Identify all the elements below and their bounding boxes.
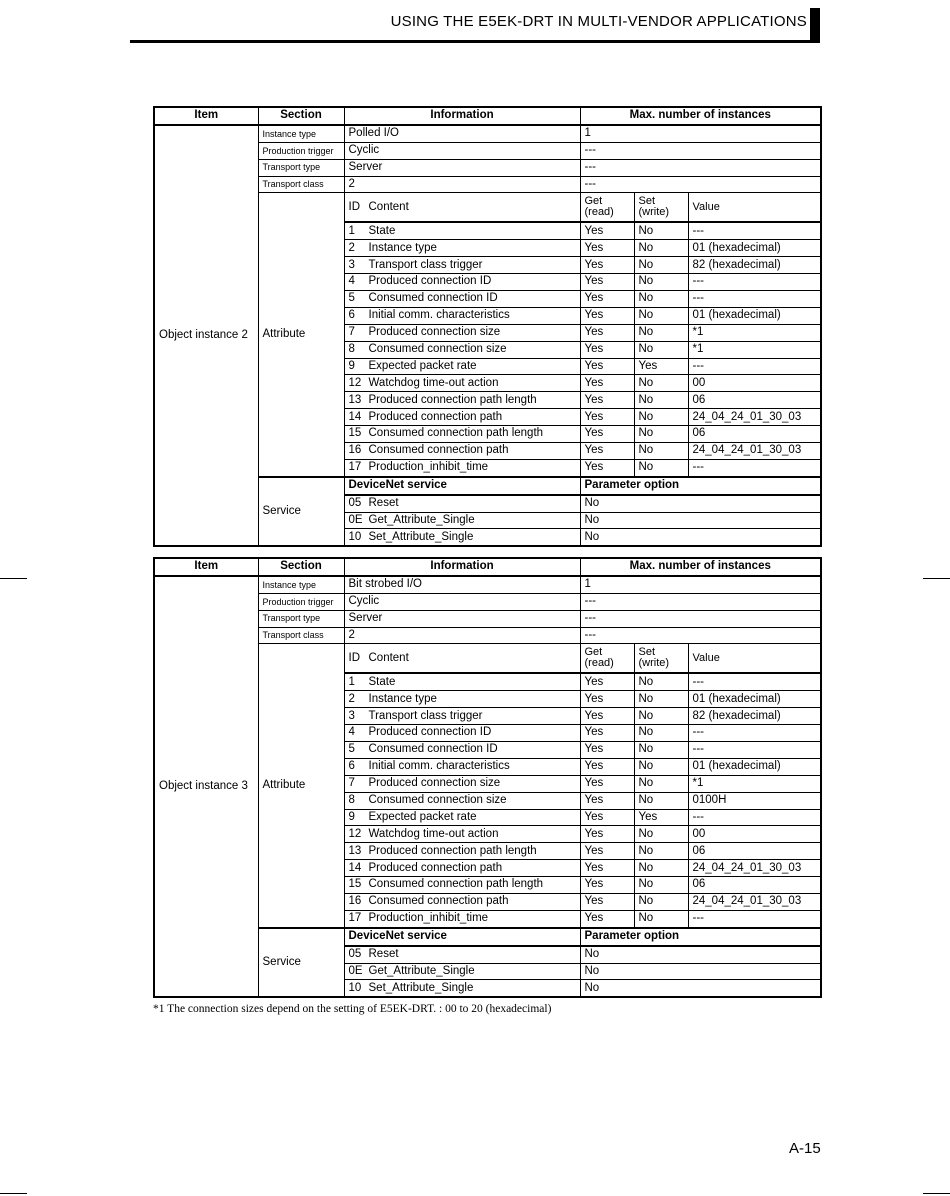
attribute-id: 7	[348, 777, 355, 790]
section-name: Transport class	[258, 176, 344, 193]
attribute-value: 82 (hexadecimal)	[688, 708, 821, 725]
column-header-item: Item	[154, 558, 258, 576]
service-code-name	[344, 495, 580, 512]
attribute-set: No	[634, 758, 688, 775]
service-code-name	[344, 946, 580, 963]
attribute-content: Initial comm. characteristics	[368, 309, 510, 322]
attribute-get: Yes	[580, 725, 634, 742]
page-number: A-15	[789, 1140, 821, 1157]
max-instances-value: 1	[580, 576, 821, 593]
service-parameter-option: No	[580, 512, 821, 529]
attribute-get: Yes	[580, 459, 634, 476]
attribute-id-content	[344, 409, 580, 426]
devicenet-service-header: DeviceNet service	[344, 928, 580, 946]
attribute-content: Produced connection path	[368, 861, 503, 874]
attribute-id: 17	[348, 461, 362, 474]
attribute-id-content	[344, 443, 580, 460]
attribute-id-content-header	[344, 644, 580, 674]
attribute-value: 06	[688, 877, 821, 894]
service-code-name	[344, 980, 580, 997]
attribute-set: No	[634, 324, 688, 341]
max-instances-value: 1	[580, 125, 821, 142]
attribute-id-content	[344, 742, 580, 759]
attribute-id-content	[344, 358, 580, 375]
service-section-label: Service	[258, 928, 344, 998]
info-row	[154, 576, 821, 593]
attribute-id-content	[344, 324, 580, 341]
attribute-id-content	[344, 725, 580, 742]
attribute-id-content	[344, 426, 580, 443]
information-value: Cyclic	[344, 142, 580, 159]
set-sublabel: (write)	[638, 657, 670, 670]
attribute-id: 12	[348, 376, 362, 389]
max-instances-value: ---	[580, 610, 821, 627]
attribute-id-content	[344, 843, 580, 860]
attribute-set: No	[634, 341, 688, 358]
attribute-id: 7	[348, 326, 355, 339]
attribute-value: ---	[688, 742, 821, 759]
attribute-value: 01 (hexadecimal)	[688, 307, 821, 324]
attribute-content: Watchdog time-out action	[368, 376, 499, 389]
attribute-id-content	[344, 877, 580, 894]
crop-mark	[0, 1193, 27, 1194]
attribute-get: Yes	[580, 843, 634, 860]
information-value: Server	[344, 159, 580, 176]
max-instances-value: ---	[580, 627, 821, 644]
service-code: 0E	[348, 513, 363, 526]
attribute-content: Expected packet rate	[368, 359, 477, 372]
attribute-get: Yes	[580, 792, 634, 809]
attribute-id-content-header	[344, 193, 580, 223]
attribute-id: 16	[348, 895, 362, 908]
attribute-id-header: ID	[348, 200, 360, 213]
column-header-section: Section	[258, 558, 344, 576]
attribute-content-header: Content	[368, 200, 409, 213]
attribute-set: No	[634, 708, 688, 725]
attribute-get: Yes	[580, 426, 634, 443]
max-instances-value: ---	[580, 593, 821, 610]
service-code-name	[344, 963, 580, 980]
attribute-id: 2	[348, 692, 355, 705]
attribute-id-content	[344, 341, 580, 358]
section-name: Transport type	[258, 610, 344, 627]
service-parameter-option: No	[580, 529, 821, 546]
attribute-id: 8	[348, 343, 355, 356]
attribute-value: 06	[688, 426, 821, 443]
attribute-content: Initial comm. characteristics	[368, 760, 510, 773]
attribute-set: No	[634, 673, 688, 690]
service-parameter-option: No	[580, 495, 821, 512]
attribute-get: Yes	[580, 375, 634, 392]
attribute-get: Yes	[580, 392, 634, 409]
attribute-set: No	[634, 792, 688, 809]
information-value: Bit strobed I/O	[344, 576, 580, 593]
attribute-id: 8	[348, 794, 355, 807]
attribute-value-header: Value	[688, 193, 821, 223]
attribute-get: Yes	[580, 894, 634, 911]
attribute-get: Yes	[580, 443, 634, 460]
attribute-value: 06	[688, 392, 821, 409]
service-code: 10	[348, 981, 362, 994]
attribute-id: 14	[348, 410, 362, 423]
attribute-set: No	[634, 307, 688, 324]
attribute-content: Transport class trigger	[368, 709, 483, 722]
attribute-get: Yes	[580, 910, 634, 927]
attribute-content-header: Content	[368, 651, 409, 664]
attribute-get: Yes	[580, 222, 634, 239]
get-sublabel: (read)	[584, 206, 614, 219]
attribute-value: 06	[688, 843, 821, 860]
table-header-row	[154, 558, 821, 576]
attribute-id: 1	[348, 675, 355, 688]
attribute-set: No	[634, 257, 688, 274]
information-value: Cyclic	[344, 593, 580, 610]
attribute-value: ---	[688, 809, 821, 826]
attribute-set: No	[634, 392, 688, 409]
attribute-content: Consumed connection path	[368, 895, 509, 908]
attribute-set: No	[634, 775, 688, 792]
header-tab-marker	[810, 8, 820, 42]
information-value: Polled I/O	[344, 125, 580, 142]
max-instances-value: ---	[580, 176, 821, 193]
attribute-set: No	[634, 725, 688, 742]
attribute-content: State	[368, 675, 396, 688]
attribute-content: Consumed connection path	[368, 444, 509, 457]
attribute-content: Produced connection ID	[368, 726, 492, 739]
attribute-content: Consumed connection ID	[368, 292, 498, 305]
service-section-label: Service	[258, 477, 344, 547]
attribute-value: 82 (hexadecimal)	[688, 257, 821, 274]
attribute-value-header: Value	[688, 644, 821, 674]
attribute-get: Yes	[580, 708, 634, 725]
attribute-value: ---	[688, 274, 821, 291]
attribute-id-content	[344, 860, 580, 877]
column-header-item: Item	[154, 107, 258, 125]
attribute-value: 01 (hexadecimal)	[688, 758, 821, 775]
attribute-value: ---	[688, 725, 821, 742]
section-name: Production trigger	[258, 142, 344, 159]
service-code-name	[344, 529, 580, 546]
set-label: Set	[638, 646, 656, 659]
attribute-value: 00	[688, 826, 821, 843]
attribute-id-content	[344, 792, 580, 809]
attribute-content: Consumed connection size	[368, 794, 507, 807]
attribute-set: No	[634, 691, 688, 708]
attribute-set: No	[634, 459, 688, 476]
attribute-content: Instance type	[368, 241, 437, 254]
attribute-content: Instance type	[368, 692, 437, 705]
column-header-max-instances: Max. number of instances	[580, 107, 821, 125]
max-instances-value: ---	[580, 159, 821, 176]
information-value: 2	[344, 176, 580, 193]
column-header-section: Section	[258, 107, 344, 125]
attribute-id: 14	[348, 861, 362, 874]
attribute-value: 24_04_24_01_30_03	[688, 860, 821, 877]
attribute-get: Yes	[580, 307, 634, 324]
attribute-get: Yes	[580, 240, 634, 257]
attribute-set: No	[634, 426, 688, 443]
attribute-set: No	[634, 274, 688, 291]
attribute-content: Produced connection size	[368, 777, 501, 790]
attribute-set: No	[634, 409, 688, 426]
attribute-get: Yes	[580, 775, 634, 792]
attribute-set: No	[634, 843, 688, 860]
attribute-id: 6	[348, 760, 355, 773]
attribute-content: Produced connection path length	[368, 844, 537, 857]
attribute-content: Consumed connection ID	[368, 743, 498, 756]
attribute-id-content	[344, 240, 580, 257]
attribute-value: *1	[688, 775, 821, 792]
service-code-name	[344, 512, 580, 529]
attribute-id-content	[344, 826, 580, 843]
attribute-id: 16	[348, 444, 362, 457]
attribute-set-header	[634, 193, 688, 223]
section-name: Transport class	[258, 627, 344, 644]
attribute-value: 24_04_24_01_30_03	[688, 409, 821, 426]
attribute-id: 12	[348, 827, 362, 840]
attribute-set: No	[634, 240, 688, 257]
attribute-set: Yes	[634, 358, 688, 375]
attribute-id: 13	[348, 393, 362, 406]
service-name: Reset	[368, 497, 399, 510]
attribute-id: 15	[348, 427, 362, 440]
attribute-set: No	[634, 877, 688, 894]
service-name: Get_Attribute_Single	[368, 513, 475, 526]
crop-mark	[923, 1193, 950, 1194]
object-instance-label: Object instance 2	[154, 125, 258, 546]
attribute-content: Production_inhibit_time	[368, 461, 489, 474]
attribute-get: Yes	[580, 877, 634, 894]
attribute-content: Watchdog time-out action	[368, 827, 499, 840]
attribute-section-label: Attribute	[258, 193, 344, 477]
attribute-id: 5	[348, 292, 355, 305]
attribute-set: No	[634, 826, 688, 843]
attribute-id-content	[344, 775, 580, 792]
attribute-set: Yes	[634, 809, 688, 826]
get-label: Get	[584, 646, 603, 659]
attribute-get: Yes	[580, 291, 634, 308]
attribute-value: ---	[688, 910, 821, 927]
section-name: Production trigger	[258, 593, 344, 610]
attribute-get: Yes	[580, 758, 634, 775]
attribute-get: Yes	[580, 742, 634, 759]
attribute-value: ---	[688, 673, 821, 690]
attribute-id-content	[344, 894, 580, 911]
get-sublabel: (read)	[584, 657, 614, 670]
attribute-id: 1	[348, 224, 355, 237]
object-instance-label: Object instance 3	[154, 576, 258, 997]
attribute-get: Yes	[580, 691, 634, 708]
attribute-value: 01 (hexadecimal)	[688, 691, 821, 708]
attribute-id: 9	[348, 359, 355, 372]
attribute-set: No	[634, 742, 688, 759]
attribute-value: ---	[688, 222, 821, 239]
section-name: Instance type	[258, 576, 344, 593]
attribute-get: Yes	[580, 341, 634, 358]
section-name: Transport type	[258, 159, 344, 176]
attribute-id-header: ID	[348, 651, 360, 664]
attribute-id-content	[344, 673, 580, 690]
parameter-option-header: Parameter option	[580, 477, 821, 495]
column-header-information: Information	[344, 558, 580, 576]
attribute-value: 00	[688, 375, 821, 392]
attribute-value: ---	[688, 358, 821, 375]
get-label: Get	[584, 195, 603, 208]
crop-mark	[923, 578, 950, 579]
column-header-max-instances: Max. number of instances	[580, 558, 821, 576]
attribute-set: No	[634, 894, 688, 911]
attribute-id-content	[344, 459, 580, 476]
service-code: 0E	[348, 964, 363, 977]
attribute-id-content	[344, 910, 580, 927]
attribute-id-content	[344, 392, 580, 409]
attribute-content: Transport class trigger	[368, 258, 483, 271]
attribute-id: 17	[348, 912, 362, 925]
attribute-set: No	[634, 860, 688, 877]
attribute-get: Yes	[580, 257, 634, 274]
max-instances-value: ---	[580, 142, 821, 159]
attribute-value: 0100H	[688, 792, 821, 809]
attribute-id-content	[344, 809, 580, 826]
attribute-section-label: Attribute	[258, 644, 344, 928]
attribute-set-header	[634, 644, 688, 674]
information-value: Server	[344, 610, 580, 627]
attribute-content: Produced connection path	[368, 410, 503, 423]
set-sublabel: (write)	[638, 206, 670, 219]
attribute-value: ---	[688, 291, 821, 308]
devicenet-service-header: DeviceNet service	[344, 477, 580, 495]
attribute-id: 6	[348, 309, 355, 322]
attribute-id-content	[344, 291, 580, 308]
attribute-content: Produced connection path length	[368, 393, 537, 406]
information-value: 2	[344, 627, 580, 644]
attribute-content: Consumed connection path length	[368, 427, 544, 440]
attribute-content: Produced connection size	[368, 326, 501, 339]
attribute-id-content	[344, 375, 580, 392]
attribute-id: 2	[348, 241, 355, 254]
attribute-set: No	[634, 910, 688, 927]
attribute-get: Yes	[580, 324, 634, 341]
attribute-id-content	[344, 274, 580, 291]
attribute-id: 4	[348, 726, 355, 739]
attribute-get-header	[580, 193, 634, 223]
page-header-title: USING THE E5EK-DRT IN MULTI-VENDOR APPLICATIONS	[390, 13, 807, 30]
set-label: Set	[638, 195, 656, 208]
footnote: *1 The connection sizes depend on the setting of E5EK-DRT. : 00 to 20 (hexadecimal)	[153, 1003, 552, 1015]
attribute-id: 15	[348, 878, 362, 891]
attribute-value: 01 (hexadecimal)	[688, 240, 821, 257]
attribute-value: ---	[688, 459, 821, 476]
attribute-id: 9	[348, 810, 355, 823]
attribute-get: Yes	[580, 358, 634, 375]
attribute-value: 24_04_24_01_30_03	[688, 894, 821, 911]
attribute-content: Production_inhibit_time	[368, 912, 489, 925]
column-header-information: Information	[344, 107, 580, 125]
section-name: Instance type	[258, 125, 344, 142]
attribute-id-content	[344, 708, 580, 725]
attribute-set: No	[634, 375, 688, 392]
attribute-get-header	[580, 644, 634, 674]
attribute-id: 3	[348, 258, 355, 271]
parameter-option-header: Parameter option	[580, 928, 821, 946]
service-parameter-option: No	[580, 980, 821, 997]
attribute-id: 13	[348, 844, 362, 857]
attribute-get: Yes	[580, 673, 634, 690]
info-row	[154, 125, 821, 142]
service-code: 05	[348, 497, 362, 510]
attribute-set: No	[634, 291, 688, 308]
attribute-id-content	[344, 691, 580, 708]
attribute-set: No	[634, 222, 688, 239]
attribute-get: Yes	[580, 826, 634, 843]
attribute-get: Yes	[580, 809, 634, 826]
service-name: Get_Attribute_Single	[368, 964, 475, 977]
attribute-get: Yes	[580, 274, 634, 291]
service-name: Reset	[368, 948, 399, 961]
attribute-get: Yes	[580, 860, 634, 877]
attribute-set: No	[634, 443, 688, 460]
attribute-get: Yes	[580, 409, 634, 426]
attribute-content: Consumed connection size	[368, 343, 507, 356]
attribute-id: 5	[348, 743, 355, 756]
service-code: 05	[348, 948, 362, 961]
attribute-id: 4	[348, 275, 355, 288]
service-parameter-option: No	[580, 946, 821, 963]
attribute-id-content	[344, 307, 580, 324]
attribute-content: Produced connection ID	[368, 275, 492, 288]
object-instance-table	[153, 557, 822, 998]
attribute-content: Consumed connection path length	[368, 878, 544, 891]
attribute-id-content	[344, 257, 580, 274]
service-parameter-option: No	[580, 963, 821, 980]
object-instance-table	[153, 106, 822, 547]
attribute-value: *1	[688, 341, 821, 358]
attribute-value: *1	[688, 324, 821, 341]
service-name: Set_Attribute_Single	[368, 530, 474, 543]
attribute-id: 3	[348, 709, 355, 722]
attribute-content: State	[368, 224, 396, 237]
attribute-value: 24_04_24_01_30_03	[688, 443, 821, 460]
attribute-id-content	[344, 222, 580, 239]
header-rule	[130, 40, 820, 43]
table-header-row	[154, 107, 821, 125]
attribute-id-content	[344, 758, 580, 775]
service-code: 10	[348, 530, 362, 543]
service-name: Set_Attribute_Single	[368, 981, 474, 994]
crop-mark	[0, 578, 27, 579]
attribute-content: Expected packet rate	[368, 810, 477, 823]
